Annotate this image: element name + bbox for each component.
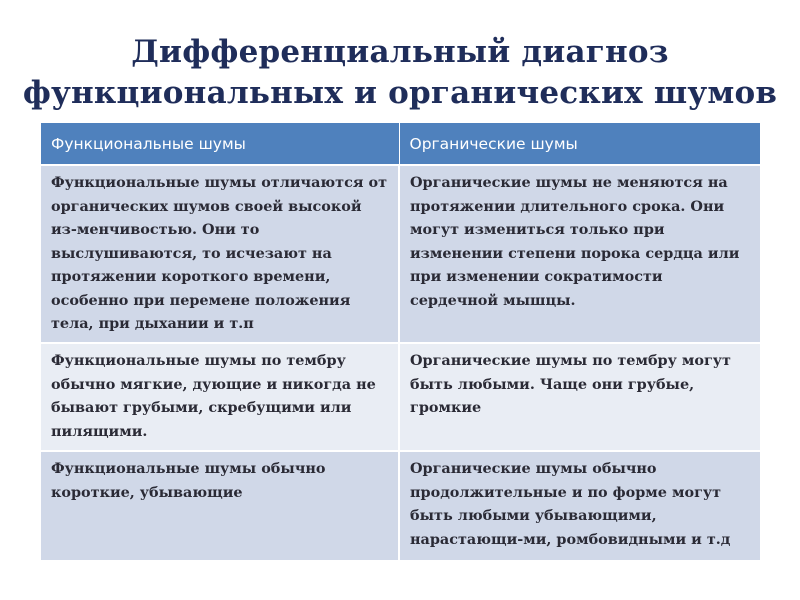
slide-title-line-1: Дифференциальный диагноз: [131, 34, 669, 70]
slide-title-line-2: функциональных и органических шумов: [22, 75, 778, 111]
header-organic-murmurs: Органические шумы: [399, 123, 760, 165]
table-cell-functional: Функциональные шумы обычно короткие, убывающие: [41, 451, 399, 560]
table-cell-organic: Органические шумы обычно продолжительные и по форме могут быть любыми убывающими, нарастающи-ми, ромбовидными и т.д: [399, 451, 760, 560]
table-cell-organic: Органические шумы по тембру могут быть любыми. Чаще они грубые, громкие: [399, 343, 760, 451]
slide-title: [0, 32, 800, 114]
table-header-row: [41, 123, 760, 165]
table-cell-organic: Органические шумы не меняются на протяжении длительного срока. Они могут измениться только при изменении степени порока сердца или при изменении сократимости сердечной мышцы.: [399, 165, 760, 343]
header-functional-murmurs: Функциональные шумы: [41, 123, 399, 165]
table-row: [41, 451, 760, 560]
comparison-table: [41, 123, 760, 560]
table-cell-functional: Функциональные шумы отличаются от органических шумов своей высокой из-менчивостью. Они то выслушиваются, то исчезают на протяжении короткого времени, особенно при перемене положения тела, при дыхании и т.п: [41, 165, 399, 343]
table-row: [41, 343, 760, 451]
table-cell-functional: Функциональные шумы по тембру обычно мягкие, дующие и никогда не бывают грубыми, скребущими или пилящими.: [41, 343, 399, 451]
table-row: [41, 165, 760, 343]
